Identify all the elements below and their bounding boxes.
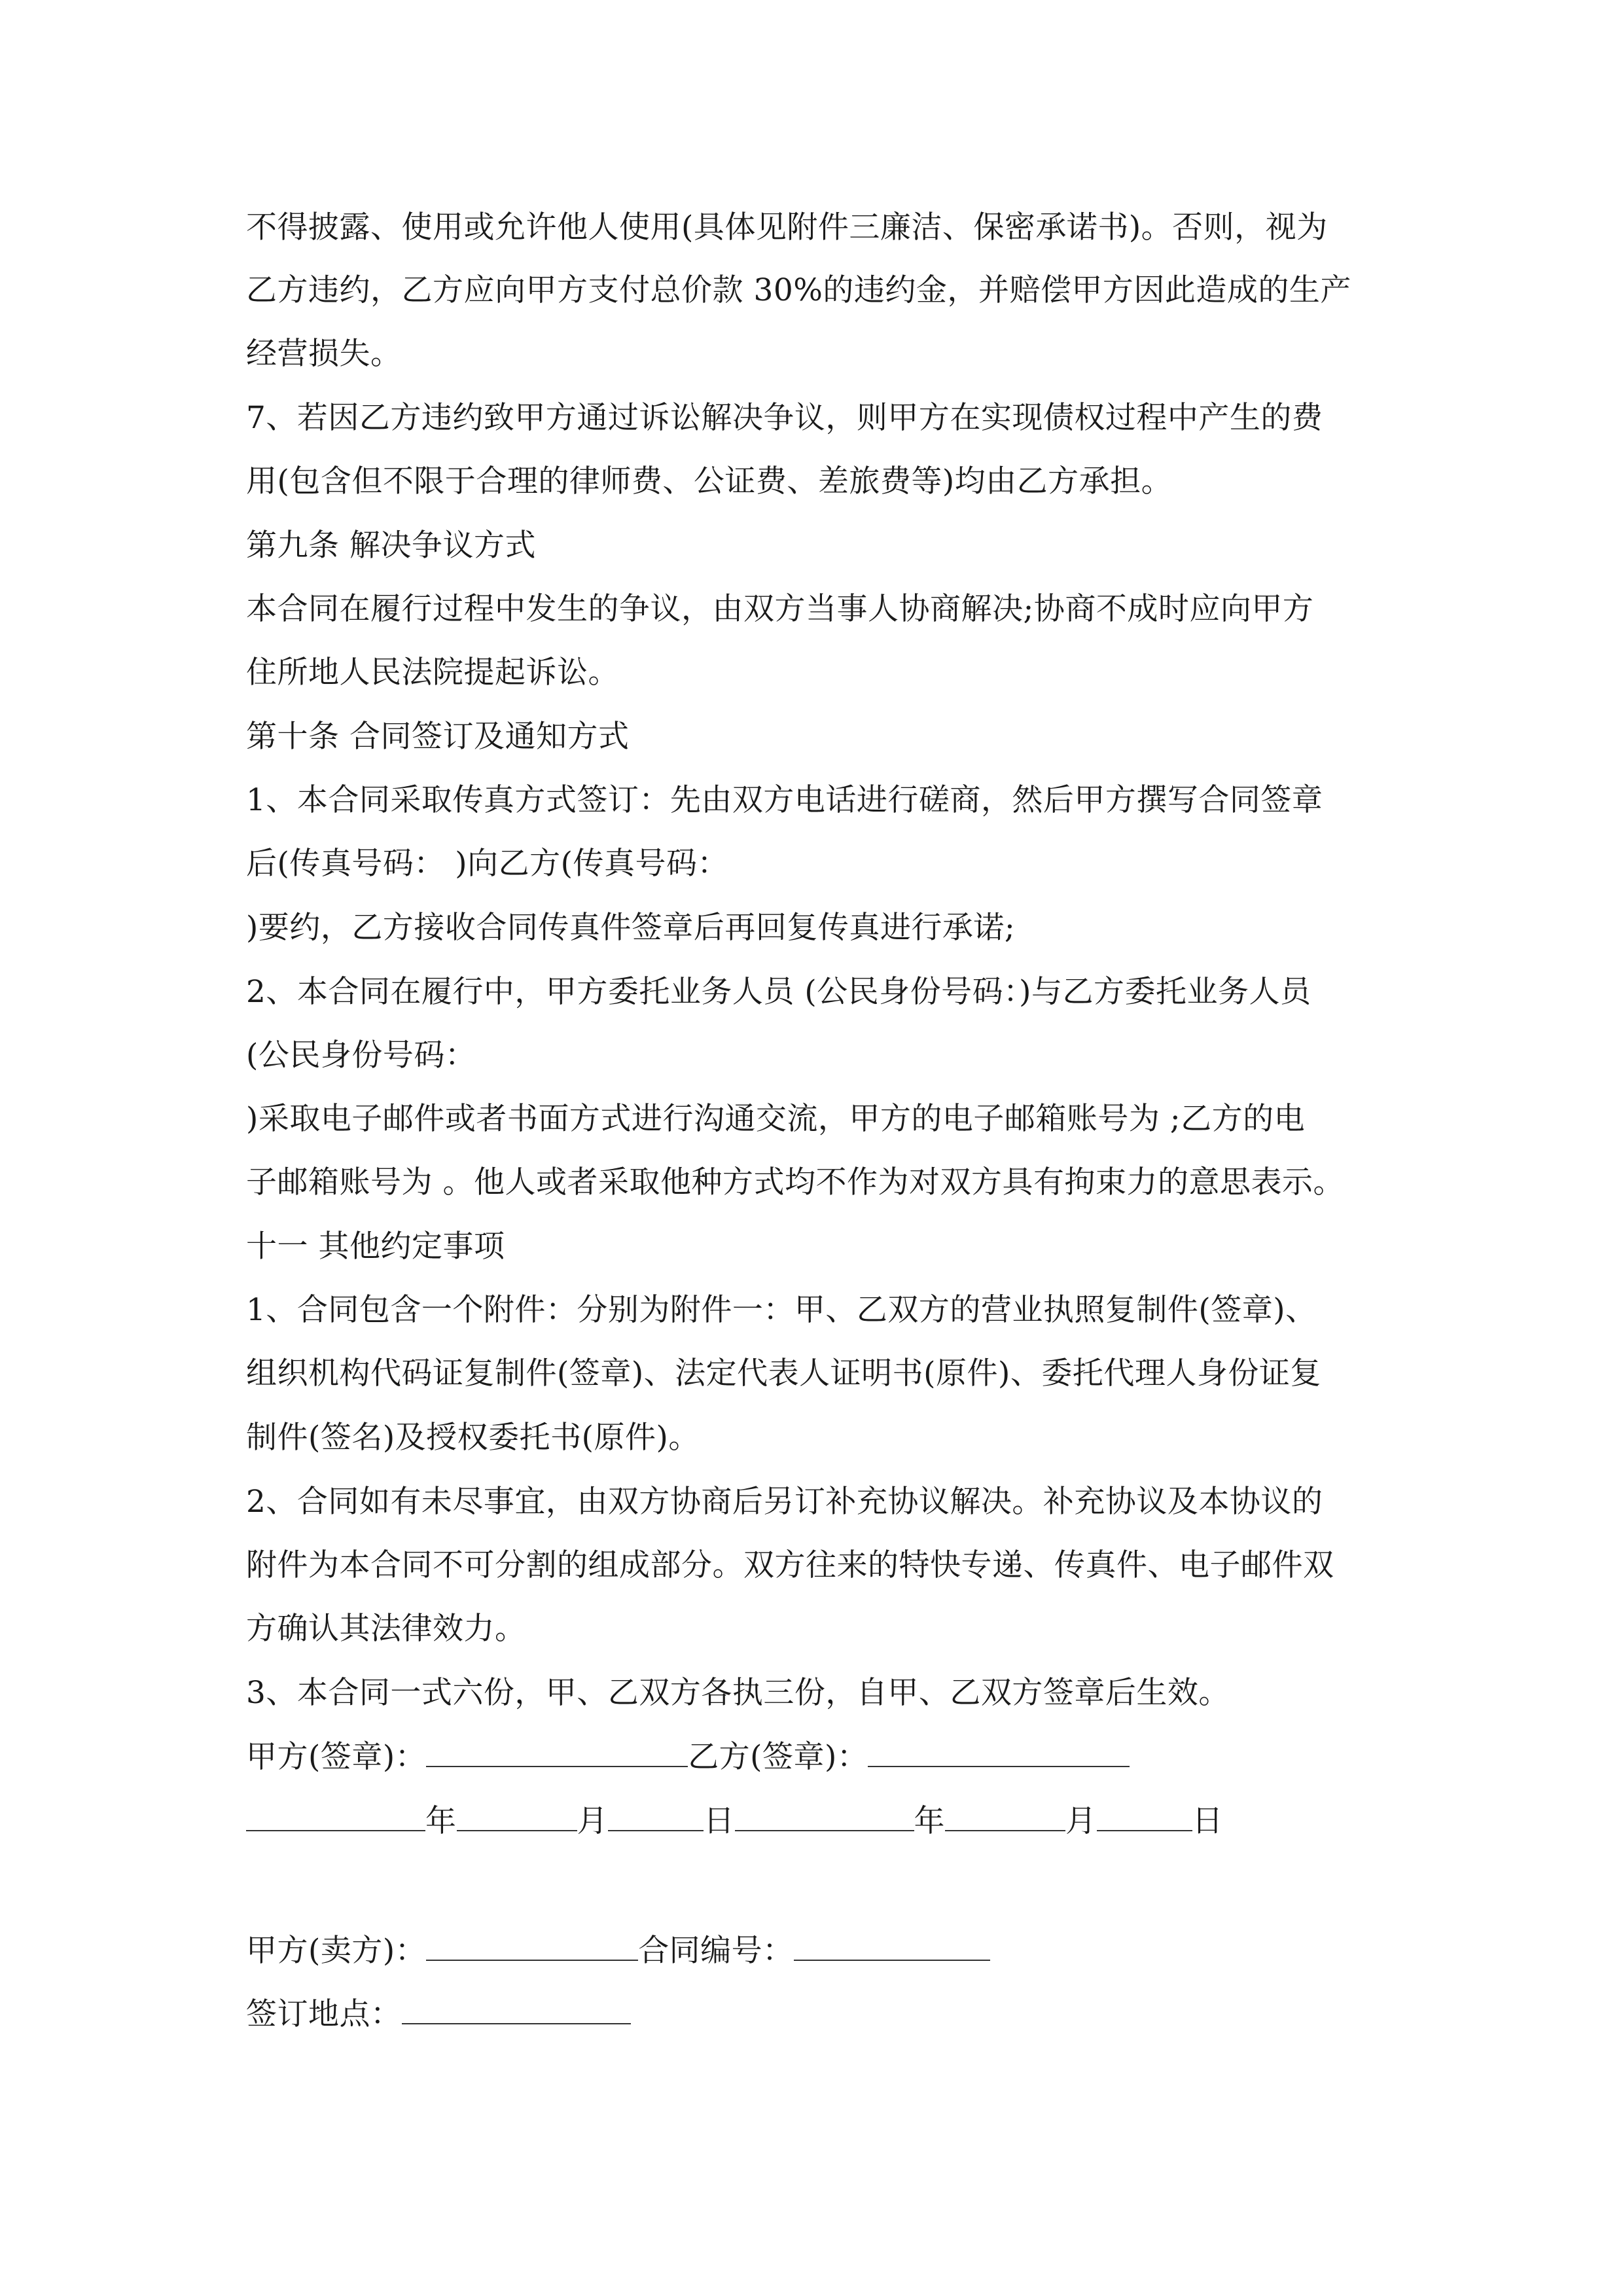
article-9-heading: 第九条 解决争议方式 bbox=[246, 528, 536, 564]
contract-number-field[interactable] bbox=[794, 1931, 990, 1961]
text-line: 经营损失。 bbox=[246, 336, 402, 372]
text-line: 7、若因乙方违约致甲方通过诉讼解决争议，则甲方在实现债权过程中产生的费 bbox=[246, 400, 1323, 436]
year-label: 年 bbox=[914, 1803, 945, 1839]
signing-place-field[interactable] bbox=[402, 1994, 631, 2024]
party-a-signature-label: 甲方(签章)： bbox=[246, 1739, 427, 1775]
text-line: (公民身份号码： bbox=[246, 1037, 476, 1073]
text-line: )采取电子邮件或者书面方式进行沟通交流，甲方的电子邮箱账号为 ;乙方的电 bbox=[246, 1101, 1306, 1137]
party-a-month-field[interactable] bbox=[457, 1801, 577, 1831]
party-b-day-field[interactable] bbox=[1097, 1801, 1192, 1831]
text-line: 子邮箱账号为 。他人或者采取他种方式均不作为对双方具有拘束力的意思表示。 bbox=[246, 1164, 1344, 1200]
text-line: 组织机构代码证复制件(签章)、法定代表人证明书(原件)、委托代理人身份证复 bbox=[246, 1355, 1321, 1391]
seller-field[interactable] bbox=[426, 1931, 638, 1961]
text-line: )要约，乙方接收合同传真件签章后再回复传真进行承诺; bbox=[246, 910, 1016, 946]
article-10-heading: 第十条 合同签订及通知方式 bbox=[246, 719, 630, 755]
month-label: 月 bbox=[1065, 1803, 1097, 1839]
date-row bbox=[246, 1801, 1223, 1841]
text-line: 方确认其法律效力。 bbox=[246, 1611, 526, 1647]
text-line: 附件为本合同不可分割的组成部分。双方往来的特快专递、传真件、电子邮件双 bbox=[246, 1547, 1334, 1583]
party-b-year-field[interactable] bbox=[735, 1801, 914, 1831]
article-11-heading: 十一 其他约定事项 bbox=[246, 1229, 505, 1265]
text-line: 用(包含但不限于合理的律师费、公证费、差旅费等)均由乙方承担。 bbox=[246, 463, 1173, 499]
text-line: 住所地人民法院提起诉讼。 bbox=[246, 655, 619, 691]
party-a-signature-field[interactable] bbox=[426, 1737, 688, 1767]
text-line: 制件(签名)及授权委托书(原件)。 bbox=[246, 1420, 700, 1456]
day-label: 日 bbox=[1192, 1803, 1223, 1839]
text-line: 本合同在履行过程中发生的争议，由双方当事人协商解决;协商不成时应向甲方 bbox=[246, 591, 1314, 627]
party-a-year-field[interactable] bbox=[246, 1801, 425, 1831]
text-line: 1、合同包含一个附件：分别为附件一：甲、乙双方的营业执照复制件(签章)、 bbox=[246, 1292, 1317, 1328]
party-b-month-field[interactable] bbox=[945, 1801, 1065, 1831]
signature-row bbox=[246, 1737, 1130, 1777]
party-a-day-field[interactable] bbox=[608, 1801, 704, 1831]
text-line: 2、本合同在履行中，甲方委托业务人员 (公民身份号码：)与乙方委托业务人员 bbox=[246, 974, 1311, 1010]
text-line: 3、本合同一式六份，甲、乙双方各执三份，自甲、乙双方签章后生效。 bbox=[246, 1675, 1230, 1711]
month-label: 月 bbox=[577, 1803, 608, 1839]
seller-row bbox=[246, 1931, 990, 1971]
text-line: 1、本合同采取传真方式签订：先由双方电话进行磋商，然后甲方撰写合同签章 bbox=[246, 782, 1323, 818]
place-row bbox=[246, 1994, 631, 2034]
text-line: 乙方违约，乙方应向甲方支付总价款 30%的违约金，并赔偿甲方因此造成的生产 bbox=[246, 272, 1351, 308]
text-line: 后(传真号码： )向乙方(传真号码： bbox=[246, 846, 728, 882]
party-b-signature-label: 乙方(签章)： bbox=[688, 1739, 868, 1775]
text-line: 不得披露、使用或允许他人使用(具体见附件三廉洁、保密承诺书)。否则，视为 bbox=[246, 209, 1328, 245]
signing-place-label: 签订地点： bbox=[246, 1996, 402, 2032]
year-label: 年 bbox=[425, 1803, 457, 1839]
day-label: 日 bbox=[704, 1803, 735, 1839]
contract-number-label: 合同编号： bbox=[638, 1933, 794, 1969]
party-b-signature-field[interactable] bbox=[868, 1737, 1130, 1767]
text-line: 2、合同如有未尽事宜，由双方协商后另订补充协议解决。补充协议及本协议的 bbox=[246, 1484, 1323, 1520]
seller-label: 甲方(卖方)： bbox=[246, 1933, 427, 1969]
